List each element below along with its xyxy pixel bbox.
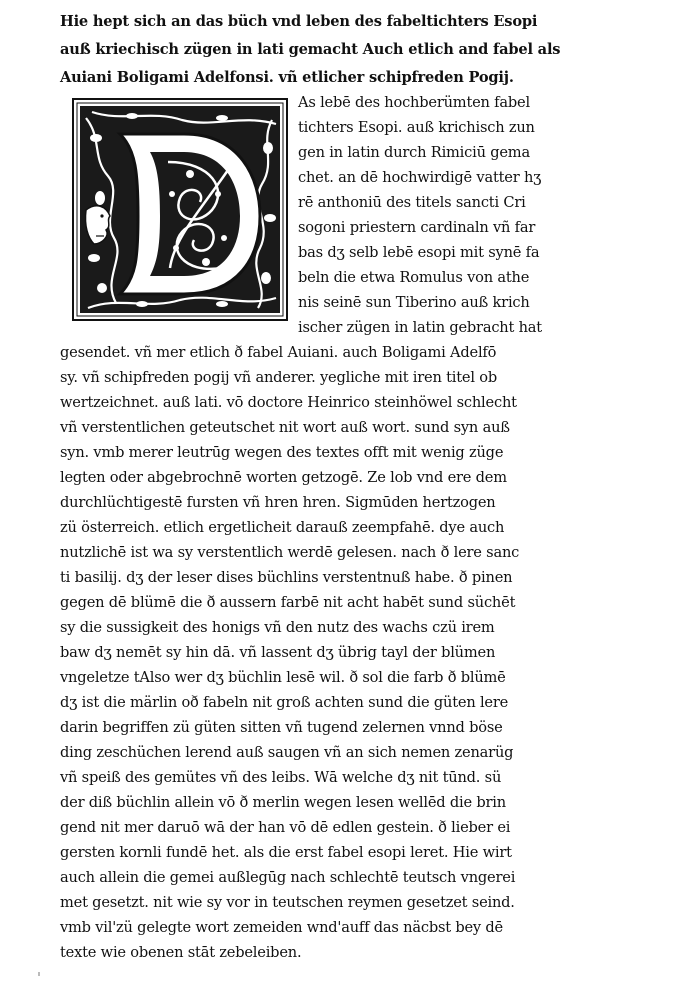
body-line: met gesetzt. nit wie sy vor in teutschen reymen gesetzet seind.: [60, 894, 515, 911]
heading-line: auß kriechisch zügen in lati gemacht Auch etlich and fabel als: [60, 41, 561, 58]
decorated-initial-d: [72, 98, 288, 321]
body-line: nis seinē sun Tiberino auß krich: [298, 294, 530, 311]
body-line: auch allein die gemei außlegūg nach schlechtē teutsch vngerei: [60, 869, 516, 886]
body-line: wertzeichnet. auß lati. vō doctore Heinrico steinhöwel schlecht: [60, 394, 517, 411]
body-line: gesendet. vñ mer etlich ð fabel Auiani. auch Boligami Adelfō: [60, 344, 497, 361]
body-line: vñ speiß des gemütes vñ des leibs. Wā welche dʒ nit tūnd. sü: [60, 769, 502, 786]
body-line: syn. vmb merer leutrūg wegen des textes offt mit wenig züge: [60, 444, 504, 461]
body-line: tichters Esopi. auß krichisch zun: [298, 119, 535, 136]
body-line: durchlüchtigestē fursten vñ hren hren. Sigmūden hertzogen: [60, 494, 496, 511]
body-line: ischer zügen in latin gebracht hat: [298, 319, 542, 336]
body-line: sy. vñ schipfreden pogij vñ anderer. yegliche mit iren titel ob: [60, 369, 497, 386]
body-line: sy die sussigkeit des honigs vñ den nutz des wachs czü irem: [60, 619, 495, 636]
body-line: beln die etwa Romulus von athe: [298, 269, 530, 286]
body-line: As lebē des hochberümten fabel: [298, 94, 530, 111]
body-line: dʒ ist die märlin oð fabeln nit groß achten sund die güten lere: [60, 694, 509, 711]
body-line: der diß büchlin allein vō ð merlin wegen lesen wellēd die brin: [60, 794, 506, 811]
body-line: gersten kornli fundē het. als die erst fabel esopi leret. Hie wirt: [60, 844, 512, 861]
body-line: ding zeschüchen lerend auß saugen vñ an sich nemen zenarüg: [60, 744, 514, 761]
body-line: vñ verstentlichen geteutschet nit wort auß wort. sund syn auß: [60, 419, 510, 436]
body-line: baw dʒ nemēt sy hin dā. vñ lassent dʒ übrig tayl der blümen: [60, 644, 496, 661]
body-line: gegen dē blümē die ð aussern farbē nit acht habēt sund süchēt: [60, 594, 516, 611]
body-line: rē anthoniū des titels sancti Cri: [298, 194, 526, 211]
body-line: chet. an dē hochwirdigē vatter hʒ: [298, 169, 542, 186]
body-line: gen in latin durch Rimiciū gema: [298, 144, 530, 161]
body-line: vmb vil'zü gelegte wort zemeiden wnd'auff das näcbst bey dē: [60, 919, 503, 936]
body-line: vngeletze tAlso wer dʒ büchlin lesē wil. ð sol die farb ð blümē: [60, 669, 506, 686]
page-speck: [38, 972, 40, 976]
body-line: gend nit mer daruō wā der han vō dē edlen gestein. ð lieber ei: [60, 819, 511, 836]
heading-line: Hie hept sich an das büch vnd leben des fabeltichters Esopi: [60, 13, 538, 30]
body-line: darin begriffen zü güten sitten vñ tugend zelernen vnnd böse: [60, 719, 503, 736]
body-line: bas dʒ selb lebē esopi mit synē fa: [298, 244, 540, 261]
body-line: legten oder abgebrochnē worten getzogē. Ze lob vnd ere dem: [60, 469, 507, 486]
body-line: ti basilij. dʒ der leser dises büchlins verstentnuß habe. ð pinen: [60, 569, 513, 586]
body-line: texte wie obenen stāt zebeleiben.: [60, 944, 302, 961]
body-line: sogoni priestern cardinaln vñ far: [298, 219, 536, 236]
heading-line: Auiani Boligami Adelfonsi. vñ etlicher schipfreden Pogij.: [60, 69, 514, 86]
body-line: zü österreich. etlich ergetlicheit darauß zeempfahē. dye auch: [60, 519, 505, 536]
body-line: nutzlichē ist wa sy verstentlich werdē gelesen. nach ð lere sanc: [60, 544, 520, 561]
